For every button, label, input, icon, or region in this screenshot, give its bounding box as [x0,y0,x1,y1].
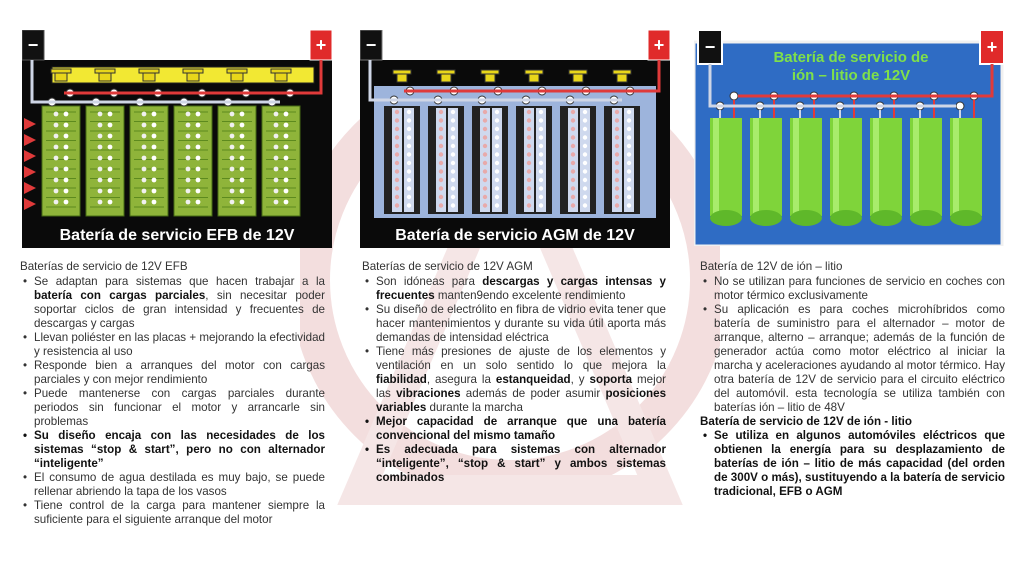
agm-description [362,260,666,485]
negative-terminal-label: − [365,35,377,55]
cell-plate [604,87,640,214]
efb-heading: Baterías de servicio de 12V EFB [20,260,188,273]
bullet-text: manten9endo excelente rendimiento [434,289,626,302]
bullet-item [34,387,325,429]
efb-bullet-list [20,275,325,527]
bullet-item [34,359,325,387]
bullet-text: Tiene control de la carga para mantener siempre la suficiente para el siguiente arranque del motor [34,499,325,526]
bullet-text: Su diseño encaja con las necesidades de los sistemas “stop & start”, pero no con alternador “inteligente” [34,429,325,470]
ion-caption-line1: Batería de servicio de [773,49,929,66]
efb-battery-diagram [22,30,332,248]
bullet-item [376,275,666,303]
cell-plate [560,87,596,214]
bullet-text: además de poder asumir [460,387,606,400]
bullet-text: durante la marcha [426,401,523,414]
agm-caption: Batería de servicio AGM de 12V [395,227,635,244]
cell-plate [384,87,420,214]
bullet-item [376,345,666,415]
bullet-text: , y [570,373,590,386]
bullet-item [714,429,1005,499]
bullet-text: soporta [589,373,633,386]
bullet-text: , asegura la [426,373,496,386]
bullet-text: posiciones variables [376,387,667,414]
cell-plate [262,89,300,216]
cell-plate [472,87,508,214]
bullet-text: Mejor capacidad de arranque que una batería convencional del mismo tamaño [376,415,666,442]
bullet-text: vibraciones [396,387,461,400]
bullet-text: Se adaptan para sistemas que hacen trabajar a la [34,275,325,288]
cell-plate [86,89,124,216]
bullet-item [714,275,1005,303]
bullet-text: Responde bien a arranques del motor con cargas parciales y con mejor rendimiento [34,359,325,386]
agm-bullet-list [362,275,666,485]
bullet-text: descargas y cargas intensas y frecuentes [376,275,666,302]
bullet-text: Es adecuada para sistemas con alternador “inteligente”, “stop & start” y ambos sistemas combinados [376,443,666,484]
agm-battery-diagram [360,30,670,248]
bullet-text: No se utilizan para funciones de servicio en coches con motor térmico exclusivamente [714,275,1005,302]
bullet-item [34,471,325,499]
bullet-text: Son idóneas para [376,275,483,288]
positive-terminal-label: + [653,35,665,55]
negative-terminal-label: − [27,35,39,55]
cell-plate [218,89,256,216]
positive-terminal-label: + [315,35,327,55]
ion-bullet-list [700,275,1005,415]
cell-plate [516,87,552,214]
bullet-text: Su diseño de electrólito en fibra de vidrio evita tener que hacer mantenimientos y durante su vida útil aporta más demandas de intensidad eléctrica [376,303,666,344]
bullet-text: El consumo de agua destilada es muy bajo, se puede rellenar abriendo la tapa de los vasos [34,471,325,498]
positive-terminal-label: + [986,37,998,57]
bullet-text: estanqueidad [495,373,571,386]
bullet-text: mejor las [376,373,667,400]
bullet-item [34,331,325,359]
ion-subheading: Batería de servicio de 12V de ión - litio [700,415,912,428]
cell-plate [428,87,464,214]
bullet-text: fiabilidad [376,373,427,386]
ion-bullet-list-2 [700,429,1005,499]
efb-description [20,260,325,527]
agm-heading: Baterías de servicio de 12V AGM [362,260,533,273]
negative-terminal-label: − [704,37,716,57]
ion-description [700,260,1005,499]
bullet-text: Llevan poliéster en las placas + mejorando la efectividad y resistencia al uso [34,331,325,358]
bullet-text: Se utiliza en algunos automóviles eléctricos que obtienen la energía para su desplazamiento de baterías de ión – litio de más capacidad (del orden de 300V o más), sustituyendo a la batería de servicio tradicional, EFB o AGM [714,429,1005,498]
ion-heading: Batería de 12V de ión – litio [700,260,843,273]
ion-lithium-battery-diagram [694,30,1008,246]
bullet-text: Su aplicación es para coches microhíbridos como batería de suministro para el alternador – motor de arranque, alterno – arranque; además de la función de generador actúa como motor eléctrico al iniciar la marcha y aceleraciones ayudando al motor térmico. Hay otra batería de 12V de servicio para el circuito eléctrico del automóvil. esta tecnología se utiliza también con baterías ión – litio de 48V [714,303,1005,414]
bullet-item [376,303,666,345]
bullet-item [34,499,325,527]
cell-plate [174,89,212,216]
bullet-text: Tiene más presiones de ajuste de los elementos y ventilación en un solo sentido lo que mejora la [376,345,666,372]
bullet-item [714,303,1005,415]
bullet-text: , sin necesitar poder soportar ciclos de gran intensidad y frecuentes de descargas y cargas [34,289,325,330]
cell-plate [42,89,80,216]
bullet-item [34,429,325,471]
bullet-item [376,443,666,485]
bullet-item [376,415,666,443]
bullet-text: batería con cargas parciales [34,289,206,302]
bullet-item [34,275,325,331]
efb-caption: Batería de servicio EFB de 12V [59,227,295,244]
cell-plate [130,89,168,216]
bullet-text: Puede mantenerse con cargas parciales durante periodos sin funcionar el motor y arrancarle sin problemas [34,387,325,428]
ion-caption-line2: ión – litio de 12V [791,67,911,84]
